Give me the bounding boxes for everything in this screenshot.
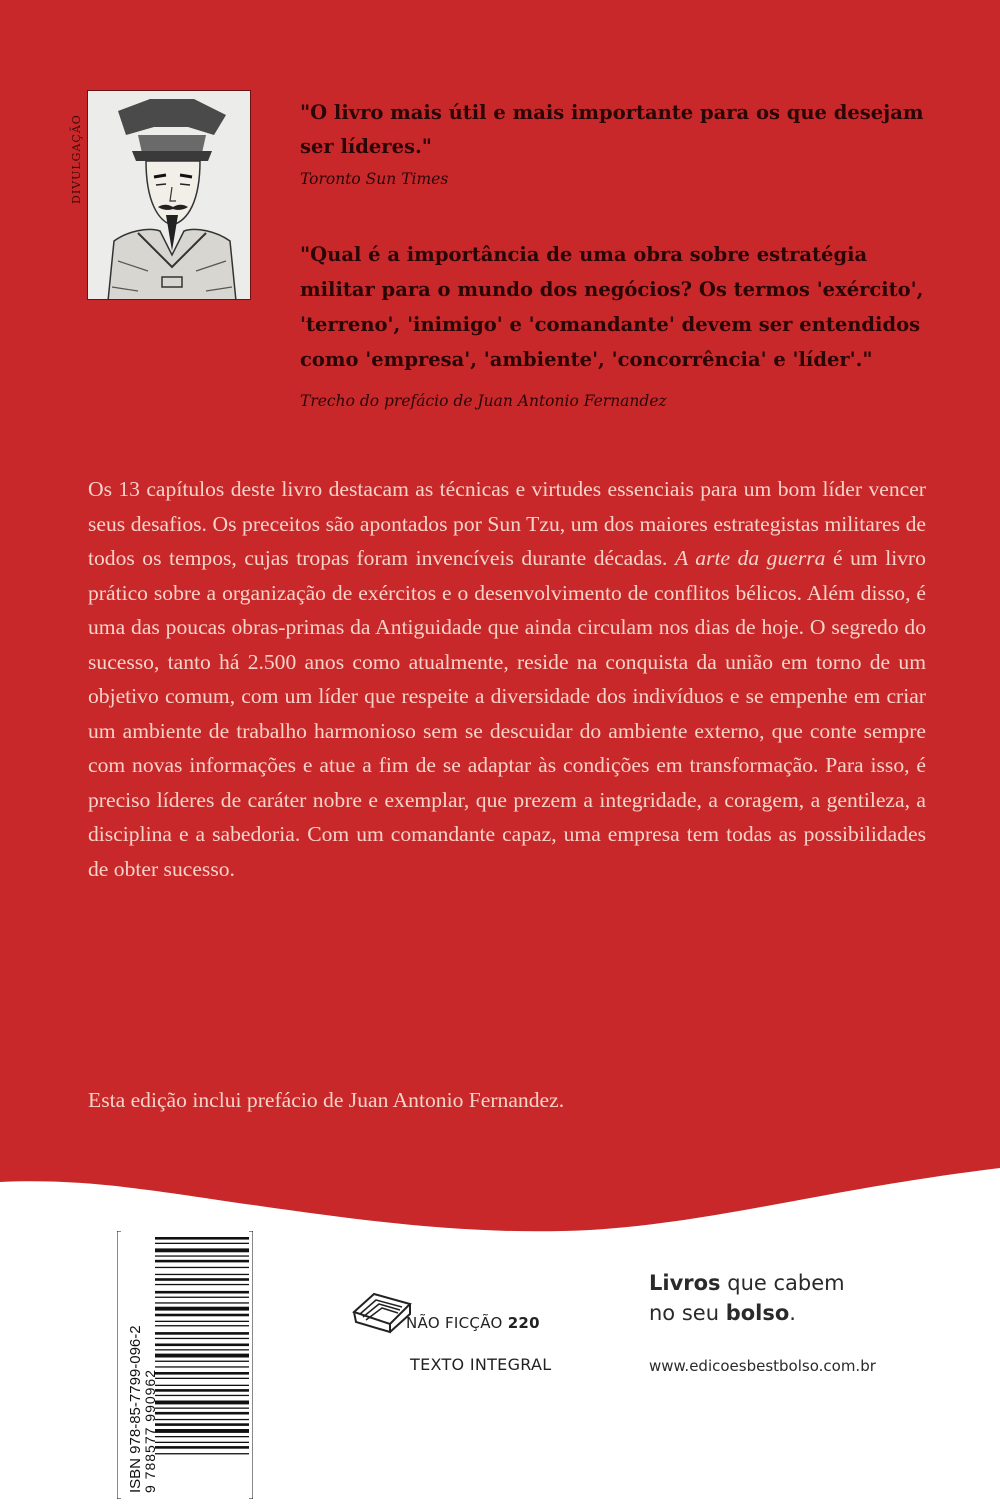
barcode-bar xyxy=(155,1267,249,1268)
book-title: A arte da guerra xyxy=(674,546,826,570)
quote-2-line-2: militar para o mundo dos negócios? Os termos 'exército', xyxy=(300,278,924,301)
barcode-bar xyxy=(155,1255,249,1256)
barcode-bar xyxy=(155,1291,249,1294)
slogan-line-2-end: . xyxy=(789,1301,796,1325)
series-name: NÃO FICÇÃO xyxy=(406,1314,503,1332)
barcode-digits: 9 788577 990962 xyxy=(142,1369,158,1493)
series-label xyxy=(406,1314,540,1332)
series-number: 220 xyxy=(507,1314,540,1332)
barcode-bar xyxy=(155,1408,249,1409)
barcode-bar xyxy=(155,1423,249,1426)
description-part-2: é um livro prático sobre a organização de exércitos e o desenvolvimento de conflitos bélicos. Além disso, é uma das poucas obras-primas da Antiguidade que ainda circulam nos dias de hoje. O segredo do sucesso, tanto há 2.500 anos como atualmente, reside na conquista da união em torno de um objetivo comum, com um líder que respeite a diversidade dos indivíduos e se empenhe em criar um ambiente de trabalho harmonioso sem se descuidar do ambiente externo, que conte sempre com novas informações e atue a fim de se adaptar às condições em transformação. Para isso, é preciso líderes de caráter nobre e exemplar, que prezem a integridade, a coragem, a gentileza, a disciplina e a sabedoria. Com um comandante capaz, uma empresa tem todas as possibilidades de obter sucesso. xyxy=(88,546,926,881)
barcode-bar xyxy=(155,1302,249,1303)
bestbolso-logo-icon xyxy=(352,1290,414,1336)
quote-2-line-4: como 'empresa', 'ambiente', 'concorrência' e 'líder'." xyxy=(300,348,873,371)
barcode-bar xyxy=(155,1436,249,1437)
barcode-bar xyxy=(155,1442,249,1443)
barcode-bar xyxy=(155,1372,249,1375)
barcode-bar xyxy=(155,1361,249,1362)
barcode-bar xyxy=(155,1307,249,1311)
photo-credit: DIVULGAÇÃO xyxy=(70,114,83,204)
quote-1-line-1: "O livro mais útil e mais importante para os que desejam xyxy=(300,101,924,124)
book-description xyxy=(88,472,926,886)
barcode-bar xyxy=(155,1354,249,1358)
barcode-bar xyxy=(155,1284,249,1285)
barcode-bar xyxy=(155,1248,249,1252)
barcode-bar xyxy=(155,1412,249,1415)
barcode-bar xyxy=(155,1237,249,1240)
barcode-bar xyxy=(155,1344,249,1347)
barcode-bar xyxy=(155,1321,249,1322)
barcode-labels xyxy=(117,1231,157,1499)
slogan-line-1 xyxy=(649,1268,845,1298)
barcode-bar xyxy=(155,1338,249,1339)
texto-integral: TEXTO INTEGRAL xyxy=(410,1355,552,1374)
quote-2-line-3: 'terreno', 'inimigo' e 'comandante' devem ser entendidos xyxy=(300,313,921,336)
barcode-bar xyxy=(155,1389,249,1392)
barcode-bar xyxy=(155,1274,249,1275)
barcode-bar xyxy=(155,1297,249,1298)
barcode-bar xyxy=(155,1332,249,1335)
barcode-bar xyxy=(155,1366,249,1367)
quote-1-source: Toronto Sun Times xyxy=(300,170,449,188)
barcode-bar xyxy=(155,1378,249,1379)
quote-2-line-1: "Qual é a importância de uma obra sobre estratégia xyxy=(300,243,868,266)
barcode-bar xyxy=(155,1446,249,1449)
barcode-bar xyxy=(155,1278,249,1281)
isbn-label: ISBN 978-85-7799-096-2 xyxy=(127,1325,144,1493)
barcode-bar xyxy=(155,1243,249,1244)
barcode-bar xyxy=(155,1349,249,1350)
barcode-bar xyxy=(155,1453,249,1454)
quote-2-source: Trecho do prefácio de Juan Antonio Fernandez xyxy=(300,392,667,410)
barcode-bar xyxy=(155,1385,249,1386)
barcode-bar xyxy=(155,1395,249,1396)
barcode-bar xyxy=(155,1325,249,1326)
publisher-website[interactable]: www.edicoesbestbolso.com.br xyxy=(649,1357,876,1375)
slogan-line-2 xyxy=(649,1298,845,1328)
description-part-1: Os 13 capítulos deste livro destacam as técnicas e virtudes essenciais para um bom líder vencer seus desafios. Os preceitos são apontados por Sun Tzu, um dos maiores estrategistas militares de todos os tempos, cujas tropas foram invencíveis durante décadas. xyxy=(88,477,926,570)
sun-tzu-portrait xyxy=(87,90,251,300)
slogan-word-livros: Livros xyxy=(649,1271,721,1295)
barcode-bar xyxy=(155,1401,249,1405)
barcode-bar xyxy=(155,1429,249,1433)
quote-1-line-2: ser líderes." xyxy=(300,135,432,158)
slogan-word-bolso: bolso xyxy=(725,1301,790,1325)
barcode-bar xyxy=(155,1314,249,1317)
slogan xyxy=(649,1268,845,1328)
barcode-bar xyxy=(155,1260,249,1263)
slogan-line-2-start: no seu xyxy=(649,1301,726,1325)
barcode-bar xyxy=(155,1419,249,1420)
slogan-line-1-rest: que cabem xyxy=(720,1271,845,1295)
edition-note: Esta edição inclui prefácio de Juan Antonio Fernandez. xyxy=(88,1088,565,1112)
